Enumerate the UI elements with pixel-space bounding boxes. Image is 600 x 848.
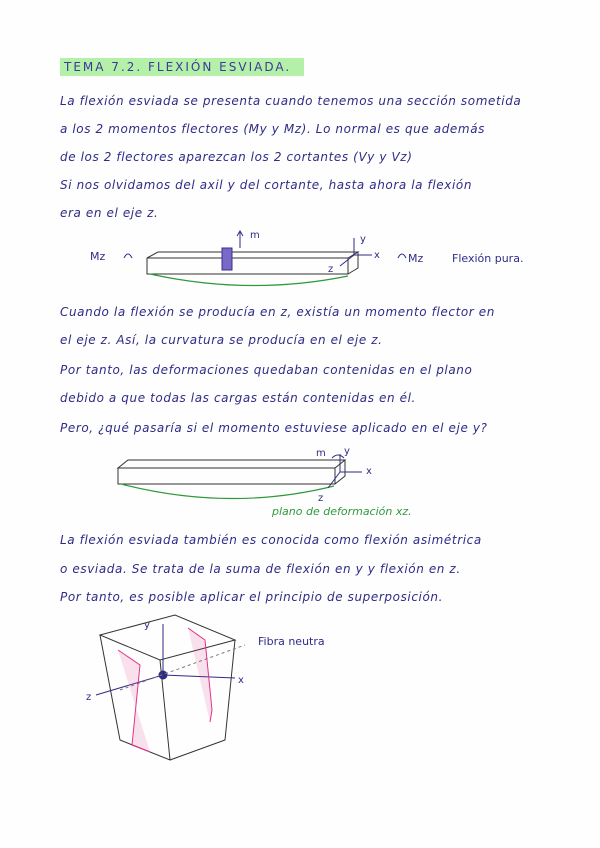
text-line: debido a que todas las cargas están contenidas en él.	[60, 391, 416, 405]
axis-x-label: x	[374, 250, 380, 261]
text-line: Por tanto, las deformaciones quedaban contenidas en el plano	[60, 363, 473, 377]
beam-figure-1	[124, 231, 406, 286]
section-figure-3	[96, 615, 245, 760]
text-line: Cuando la flexión se producía en z, existía un momento flector en	[60, 305, 495, 319]
beam-figure-2	[118, 454, 362, 499]
text-line: La flexión esviada también es conocida como flexión asimétrica	[60, 533, 482, 547]
axis-y-label: y	[344, 446, 350, 457]
text-line: La flexión esviada se presenta cuando tenemos una sección sometida	[60, 94, 522, 108]
text-line: Si nos olvidamos del axil y del cortante, hasta ahora la flexión	[60, 178, 473, 192]
axis-z-label: z	[328, 264, 334, 275]
axis-x-label: x	[238, 675, 244, 686]
text-line: a los 2 momentos flectores (My y Mz). Lo normal es que además	[60, 122, 486, 136]
axis-y-label: y	[144, 620, 150, 631]
moment-z-left-label: Mz	[90, 250, 106, 263]
axis-x-label: x	[366, 466, 372, 477]
text-line: Pero, ¿qué pasaría si el momento estuviese aplicado en el eje y?	[60, 421, 488, 435]
figure2-caption: plano de deformación xz.	[272, 505, 412, 518]
text-line: el eje z. Así, la curvatura se producía en el eje z.	[60, 333, 383, 347]
text-line: o esviada. Se trata de la suma de flexión en y y flexión en z.	[60, 562, 461, 576]
axis-z-label: z	[86, 692, 92, 703]
moment-m-label: m	[316, 448, 326, 459]
axis-y-label: y	[360, 234, 366, 245]
figure1-caption: Flexión pura.	[452, 252, 524, 265]
text-line: Por tanto, es posible aplicar el principio de superposición.	[60, 590, 444, 604]
text-line: de los 2 flectores aparezcan los 2 cortantes (Vy y Vz)	[60, 150, 413, 164]
figure3-caption: Fibra neutra	[258, 635, 325, 648]
axis-z-label: z	[318, 493, 324, 504]
moment-m-label: m	[250, 230, 260, 241]
page-title: TEMA 7.2. FLEXIÓN ESVIADA.	[60, 58, 304, 76]
moment-z-right-label: Mz	[408, 252, 424, 265]
text-line: era en el eje z.	[60, 206, 159, 220]
